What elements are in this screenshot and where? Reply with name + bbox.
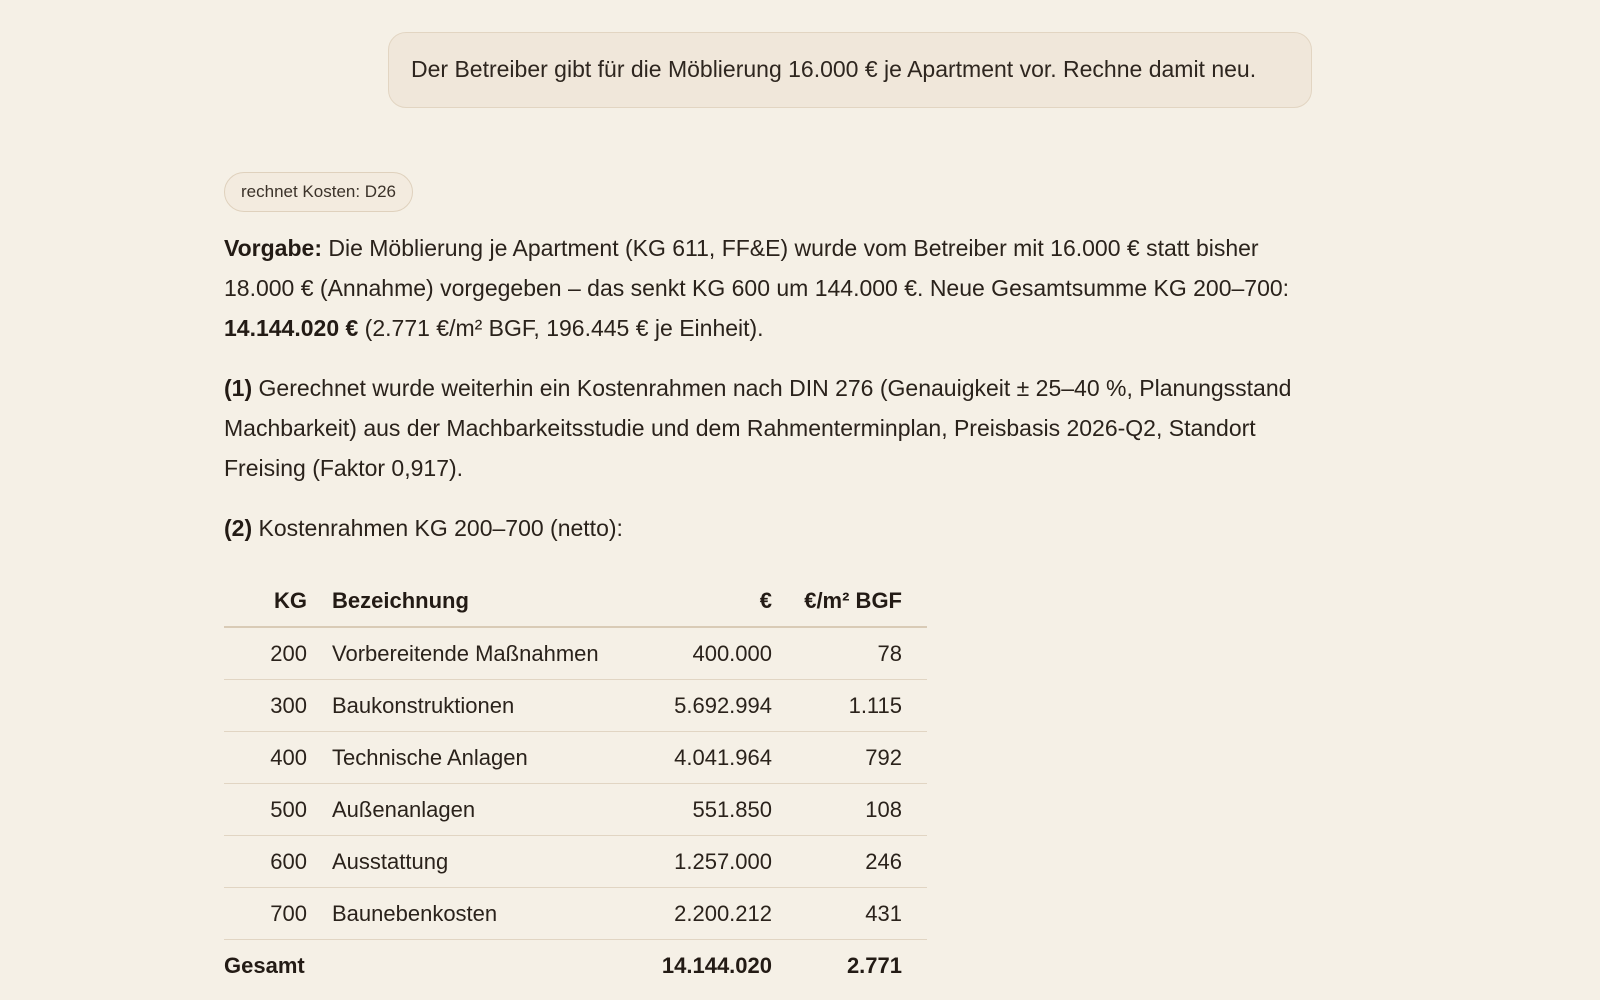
cell-name: Außenanlagen (332, 784, 642, 836)
table-row (224, 680, 927, 732)
cell-eur: 5.692.994 (642, 680, 797, 732)
cell-kg: 500 (224, 784, 332, 836)
paragraph-1-label: (1) (224, 375, 253, 401)
table-total-row (224, 940, 927, 992)
cell-kg: 700 (224, 888, 332, 940)
cell-eur-m2: 108 (797, 784, 927, 836)
table-row (224, 784, 927, 836)
cell-eur-m2: 78 (797, 627, 927, 680)
vorgabe-text-2: (2.771 €/m² BGF, 196.445 € je Einheit). (358, 315, 764, 341)
assistant-response (224, 172, 1324, 991)
table-row (224, 732, 927, 784)
paragraph-2-label: (2) (224, 515, 253, 541)
header-eur-m2: €/m² BGF (797, 576, 927, 627)
header-bezeichnung: Bezeichnung (332, 576, 642, 627)
vorgabe-label: Vorgabe: (224, 235, 322, 261)
cell-name: Baukonstruktionen (332, 680, 642, 732)
cell-name: Vorbereitende Maßnahmen (332, 627, 642, 680)
paragraph-1 (224, 368, 1324, 488)
header-eur: € (642, 576, 797, 627)
cell-kg: 400 (224, 732, 332, 784)
cell-name: Baunebenkosten (332, 888, 642, 940)
cell-name: Ausstattung (332, 836, 642, 888)
cell-eur-m2: 246 (797, 836, 927, 888)
cell-kg: 200 (224, 627, 332, 680)
total-eur-m2: 2.771 (846, 952, 902, 978)
cell-eur: 1.257.000 (642, 836, 797, 888)
table-row (224, 888, 927, 940)
cell-eur: 2.200.212 (642, 888, 797, 940)
table-row (224, 836, 927, 888)
cell-name: Technische Anlagen (332, 732, 642, 784)
total-empty-cell (332, 940, 642, 992)
table-row (224, 627, 927, 680)
cost-table (224, 576, 927, 991)
cell-eur: 400.000 (642, 627, 797, 680)
cell-eur-m2: 1.115 (797, 680, 927, 732)
vorgabe-text-1: Die Möblierung je Apartment (KG 611, FF&E) wurde vom Betreiber mit 16.000 € statt bisher 18.000 € (Annahme) vorgegeben – das senkt KG 600 um 144.000 €. Neue Gesamtsumme KG 200–700: (224, 235, 1290, 301)
cell-eur-m2: 431 (797, 888, 927, 940)
cell-kg: 300 (224, 680, 332, 732)
paragraph-2 (224, 508, 1324, 548)
total-eur: 14.144.020 (661, 952, 772, 978)
total-label: Gesamt (224, 952, 305, 978)
paragraph-vorgabe (224, 228, 1324, 348)
cell-eur: 551.850 (642, 784, 797, 836)
table-header-row (224, 576, 927, 627)
user-message-bubble (388, 32, 1312, 108)
cell-eur: 4.041.964 (642, 732, 797, 784)
cell-kg: 600 (224, 836, 332, 888)
vorgabe-total: 14.144.020 € (224, 315, 359, 341)
paragraph-2-text: Kostenrahmen KG 200–700 (netto): (252, 515, 623, 541)
tool-call-chip[interactable]: rechnet Kosten: D26 (224, 172, 413, 212)
paragraph-1-text: Gerechnet wurde weiterhin ein Kostenrahmen nach DIN 276 (Genauigkeit ± 25–40 %, Planungsstand Machbarkeit) aus der Machbarkeitsstudie und dem Rahmenterminplan, Preisbasis 2026-Q2, Standort Freising (Faktor 0,917). (224, 375, 1292, 481)
header-kg: KG (224, 576, 332, 627)
user-message-text: Der Betreiber gibt für die Möblierung 16.000 € je Apartment vor. Rechne damit neu. (411, 56, 1257, 82)
cell-eur-m2: 792 (797, 732, 927, 784)
